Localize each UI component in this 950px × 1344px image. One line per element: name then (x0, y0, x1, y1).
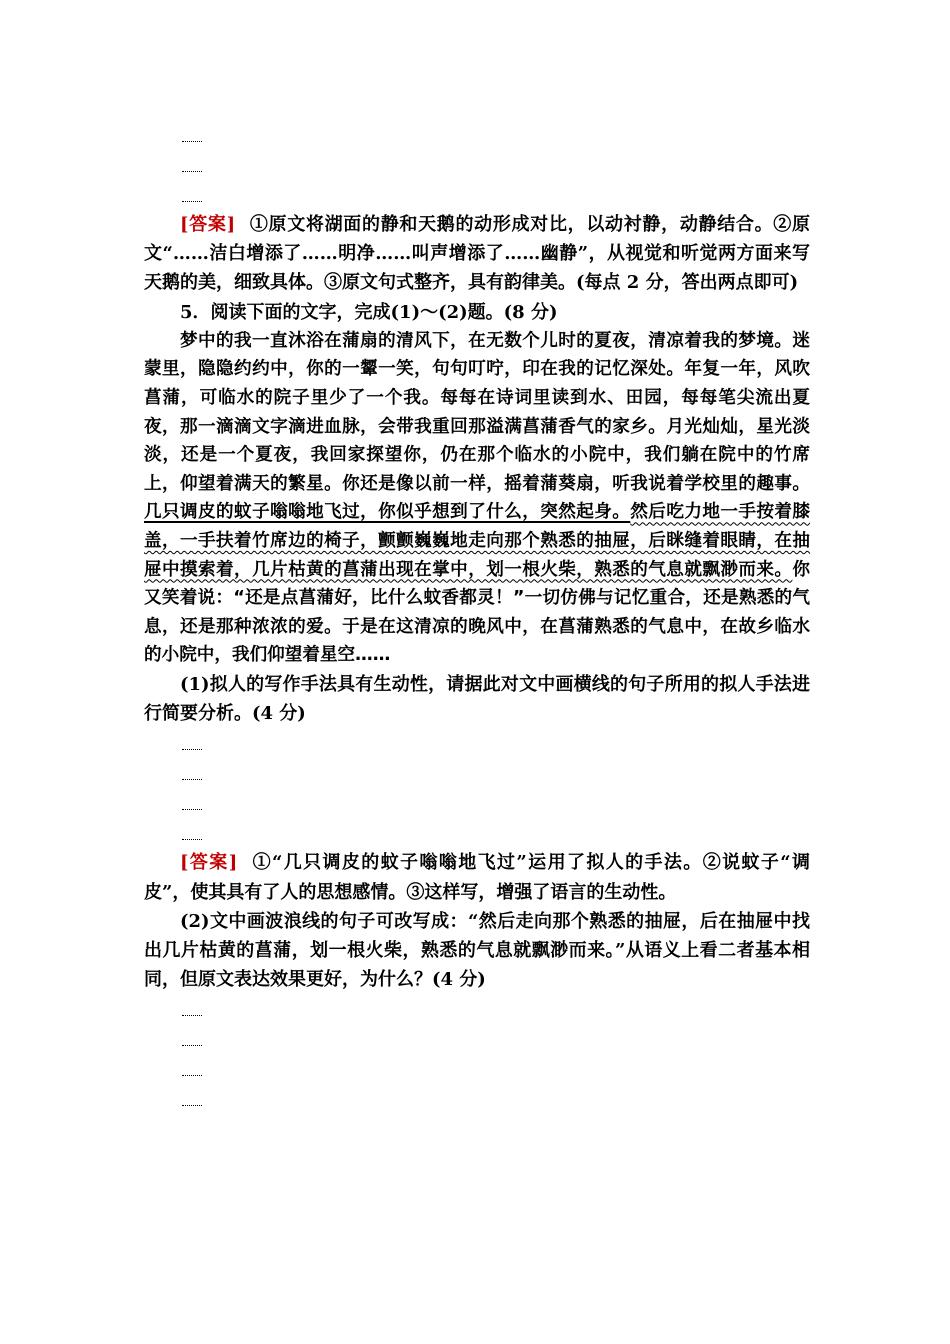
answer-label: [答案] (180, 214, 236, 235)
answer-text: ①原文将湖面的静和天鹅的动形成对比，以动衬静，动静结合。②原文“……洁白增添了……明净……叫声增添了……幽静”，从视觉和听觉两方面来写天鹅的美，细致具体。③原文句式整齐，具有韵律美。(每点 2 分，答出两点即可) (144, 214, 810, 294)
answer-blank-line (144, 994, 810, 1024)
answer-blank-line (144, 1084, 810, 1114)
answer-blank-line (144, 788, 810, 818)
answer-blank-line (144, 1054, 810, 1084)
wavy-underlined-sentence: 然后吃力地一手按着膝盖，一手扶着竹席边的椅子，颤颤巍巍地走向那个熟悉的抽屉，后眯缝着眼睛，在抽屉中摸索着，几片枯黄的菖蒲出现在掌中，划一根火柴，熟悉的气息就飘渺而来。 (144, 502, 810, 580)
answer-text: ①“几只调皮的蚊子嗡嗡地飞过”运用了拟人的手法。②说蚊子“调皮”，使其具有了人的思想感情。③这样写，增强了语言的生动性。 (144, 852, 810, 903)
passage-text: 你又笑着说：“还是点菖蒲好，比什么蚊香都灵！”一切仿佛与记忆重合，还是熟悉的气息，还是那种浓浓的爱。于是在这清凉的晚风中，在菖蒲熟悉的气息中，在故乡临水的小院中，我们仰望着星空…… (144, 559, 810, 666)
question-5-1: (1)拟人的写作手法具有生动性，请据此对文中画横线的句子所用的拟人手法进行简要分析。(4 分) (144, 673, 810, 725)
answer-blank-line (144, 728, 810, 758)
answer-blank-line (144, 758, 810, 788)
answer-blank-line (144, 150, 810, 180)
underlined-sentence: 几只调皮的蚊子嗡嗡地飞过，你似乎想到了什么，突然起身。 (144, 502, 631, 523)
answer-label: [答案] (180, 852, 238, 874)
answer-blank-line (144, 120, 810, 150)
answer-blank-line (144, 818, 810, 848)
question-5-2: (2)文中画波浪线的句子可改写成：“然后走向那个熟悉的抽屉，后在抽屉中找出几片枯黄的菖蒲，划一根火柴，熟悉的气息就飘渺而来。”从语义上看二者基本相同，但原文表达效果更好，为什么？(4 分) (144, 910, 810, 991)
answer-block-2 (144, 848, 810, 906)
answer-blank-line (144, 180, 810, 210)
answer-blank-line (144, 1024, 810, 1054)
answer-block-1 (144, 210, 810, 298)
question-5-heading: 5．阅读下面的文字，完成(1)～(2)题。(8 分) (180, 301, 558, 323)
passage-text: 梦中的我一直沐浴在蒲扇的清风下，在无数个儿时的夏夜，清凉着我的梦境。迷蒙里，隐隐约约中，你的一颦一笑，句句叮咛，印在我的记忆深处。年复一年，风吹菖蒲，可临水的院子里少了一个我。每每在诗词里读到水、田园，每每笔尖流出夏夜，那一滴滴文字滴进血脉，会带我重回那溢满菖蒲香气的家乡。月光灿灿，星光淡淡，还是一个夏夜，我回家探望你，仍在那个临水的小院中，我们躺在院中的竹席上，仰望着满天的繁星。你还是像以前一样，摇着蒲葵扇，听我说着学校里的趣事。 (144, 330, 810, 494)
document-page (144, 120, 810, 1114)
reading-passage (144, 327, 810, 670)
